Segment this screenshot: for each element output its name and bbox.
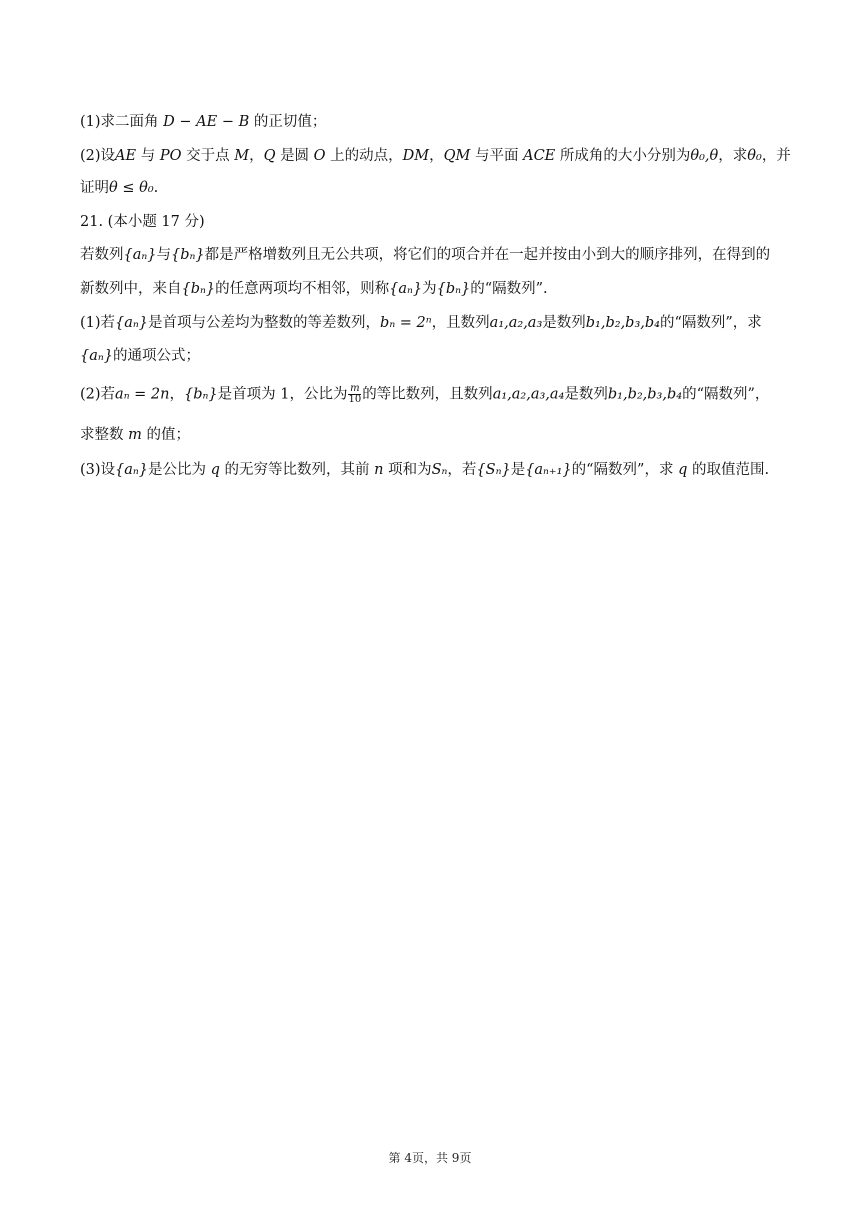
text: ，若 [447, 462, 477, 478]
math: QM [443, 148, 471, 164]
q21-intro-line2 [80, 279, 780, 299]
text: 是圆 [280, 148, 310, 164]
math: ACE [523, 148, 556, 164]
text: 与 [156, 247, 171, 263]
fraction-denominator: 10 [348, 394, 362, 405]
text: 都是严格增数列且无公共项，将它们的项合并在一起并按由小到大的顺序排列，在得到的 [204, 247, 771, 263]
math: a₁,a₂,a₃,a₄ [492, 386, 565, 403]
text: 的“隔数列”. [470, 281, 548, 297]
text: ， [249, 148, 264, 164]
q20-part2-continued [80, 178, 780, 198]
math: θ₀ [747, 148, 762, 164]
text: ， [169, 386, 184, 403]
text: 的任意两项均不相邻，则称 [215, 281, 390, 297]
text: 是首项为 1，公比为 [217, 386, 348, 403]
math: DM [402, 148, 430, 164]
text: 是数列 [564, 386, 608, 403]
text: ，求 [718, 148, 748, 164]
text: 与 [140, 148, 156, 164]
fraction-numerator: m [350, 383, 360, 394]
math: θ₀,θ [690, 148, 719, 164]
text: 的取值范围. [691, 462, 770, 478]
math: M [234, 148, 250, 164]
text: (1)若 [80, 315, 116, 331]
text: 是数列 [542, 315, 586, 331]
text: ， [429, 148, 444, 164]
math: {bₙ} [184, 386, 218, 403]
math: aₙ = 2n [115, 386, 170, 403]
math: n [374, 462, 384, 478]
math: {aₙ} [123, 247, 157, 263]
q21-part1 [80, 313, 780, 333]
text: 的等比数列，且数列 [362, 386, 493, 403]
math: q [678, 462, 688, 478]
text: 的通项公式； [112, 348, 200, 364]
text: 为 [422, 281, 437, 297]
math: {bₙ} [436, 281, 471, 297]
dihedral-angle: D − AE − B [163, 114, 250, 130]
text: 交于点 [186, 148, 230, 164]
text: . [153, 180, 159, 196]
math: AE [115, 148, 137, 164]
q21-part2-continued [80, 425, 780, 445]
text: 是首项与公差均为整数的等差数列， [148, 315, 381, 331]
q21-part2 [80, 384, 780, 405]
text: (2)若 [80, 386, 116, 403]
text: ，且数列 [431, 315, 490, 331]
text: 的“隔数列”，求 [659, 315, 762, 331]
math: {bₙ} [181, 281, 216, 297]
q20-part2 [80, 146, 791, 166]
math: Sₙ [431, 462, 448, 478]
text: 是 [510, 462, 526, 478]
math: {Sₙ} [476, 462, 511, 478]
q20-part1 [80, 112, 780, 132]
text: 所成角的大小分别为 [559, 148, 691, 164]
text: (1)求二面角 [80, 114, 159, 130]
text: 上的动点， [330, 148, 403, 164]
q21-part3 [80, 460, 780, 480]
math: Q [263, 148, 276, 164]
math: m [128, 427, 142, 443]
math: bₙ = 2ⁿ [380, 315, 432, 331]
math: {bₙ} [170, 247, 205, 263]
math: θ ≤ θ₀ [109, 180, 154, 196]
text: 的值； [146, 427, 190, 443]
math: b₁,b₂,b₃,b₄ [607, 386, 683, 403]
math: a₁,a₂,a₃ [489, 315, 543, 331]
math: {aₙ} [389, 281, 423, 297]
text: 的无穷等比数列，其前 [224, 462, 370, 478]
text: 求整数 [80, 427, 124, 443]
text: (3)设 [80, 462, 116, 478]
text: 项和为 [388, 462, 432, 478]
math: {aₙ} [80, 348, 113, 364]
fraction-m-over-10 [348, 384, 361, 405]
text: 证明 [80, 180, 109, 196]
text: 的正切值； [253, 114, 327, 130]
text: 是公比为 [148, 462, 207, 478]
math: b₁,b₂,b₃,b₄ [585, 315, 660, 331]
q21-header: 21. (本小题 17 分) [80, 214, 205, 230]
text: 的“隔数列”， [682, 386, 770, 403]
text: 的“隔数列”，求 [571, 462, 674, 478]
text: ，并 [761, 148, 791, 164]
math: q [210, 462, 220, 478]
math: O [313, 148, 326, 164]
q21-intro-line1 [80, 245, 780, 265]
text: 新数列中，来自 [80, 281, 182, 297]
math: {aₙ₊₁} [525, 462, 572, 478]
q21-part1-continued [80, 346, 780, 366]
text: (2)设 [80, 148, 116, 164]
math: {aₙ} [115, 462, 149, 478]
math: PO [159, 148, 182, 164]
text: 若数列 [80, 247, 124, 263]
page-footer: 第 4页，共 9页 [388, 1151, 472, 1165]
math: {aₙ} [115, 315, 149, 331]
text: 与平面 [475, 148, 519, 164]
